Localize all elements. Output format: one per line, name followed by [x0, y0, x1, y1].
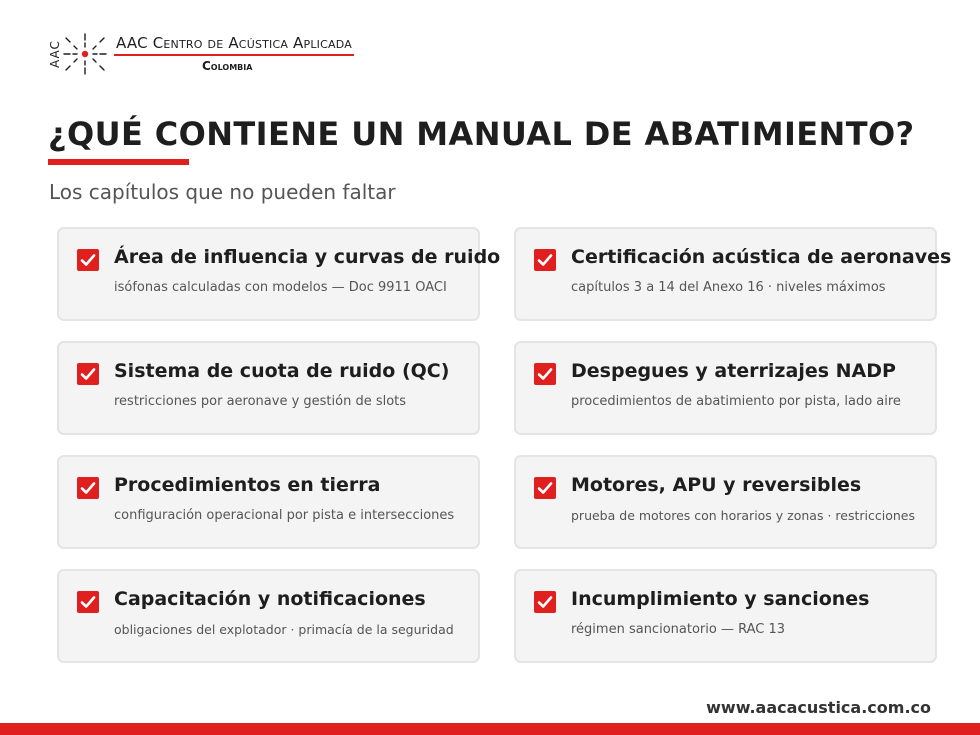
checkbox-checked-icon	[534, 591, 556, 613]
chapter-card	[57, 455, 480, 549]
chapter-subtitle: restricciones por aeronave y gestión de slots	[114, 394, 407, 409]
brand-logo	[46, 30, 366, 78]
chapter-card	[514, 455, 937, 549]
chapter-title: Certificación acústica de aeronaves	[571, 246, 952, 268]
logo-divider	[114, 54, 354, 56]
chapter-subtitle: régimen sancionatorio — RAC 13	[571, 622, 785, 637]
chapter-title: Incumplimiento y sanciones	[571, 588, 870, 610]
chapter-subtitle: isófonas calculadas con modelos — Doc 9911 OACI	[114, 280, 447, 295]
chapter-subtitle: capítulos 3 a 14 del Anexo 16 · niveles máximos	[571, 280, 886, 295]
chapter-subtitle: procedimientos de abatimiento por pista, lado aire	[571, 394, 901, 409]
chapter-title: Despegues y aterrizajes NADP	[571, 360, 896, 382]
checkbox-checked-icon	[534, 477, 556, 499]
chapter-title: Área de influencia y curvas de ruido	[114, 246, 501, 268]
checkbox-checked-icon	[77, 249, 99, 271]
chapter-card	[514, 569, 937, 663]
checkbox-checked-icon	[77, 591, 99, 613]
chapter-card	[514, 341, 937, 435]
chapter-card	[57, 569, 480, 663]
chapter-card	[57, 227, 501, 321]
checkbox-checked-icon	[534, 363, 556, 385]
chapter-title: Sistema de cuota de ruido (QC)	[114, 360, 450, 382]
website-url: www.aacacustica.com.co	[706, 698, 931, 717]
chapter-card	[514, 227, 952, 321]
chapter-card	[57, 341, 480, 435]
chapter-subtitle: configuración operacional por pista e intersecciones	[114, 508, 455, 523]
checkbox-checked-icon	[77, 363, 99, 385]
chapter-title: Capacitación y notificaciones	[114, 588, 426, 610]
chapter-title: Procedimientos en tierra	[114, 474, 381, 496]
sound-burst-icon	[46, 30, 108, 78]
chapter-title: Motores, APU y reversibles	[571, 474, 862, 496]
logo-subtitle: Colombia	[202, 59, 253, 73]
page-title: ¿QUÉ CONTIENE UN MANUAL DE ABATIMIENTO?	[48, 115, 915, 153]
logo-vertical-text: AAC	[48, 40, 62, 68]
footer-bar	[0, 723, 980, 735]
chapter-subtitle: prueba de motores con horarios y zonas · restricciones	[571, 508, 915, 523]
chapter-subtitle: obligaciones del explotador · primacía de la seguridad	[114, 622, 454, 637]
logo-title: AAC Centro de Acústica Aplicada	[116, 34, 352, 52]
checkbox-checked-icon	[77, 477, 99, 499]
title-underline	[48, 159, 189, 165]
checkbox-checked-icon	[534, 249, 556, 271]
page-subtitle: Los capítulos que no pueden faltar	[49, 180, 396, 204]
